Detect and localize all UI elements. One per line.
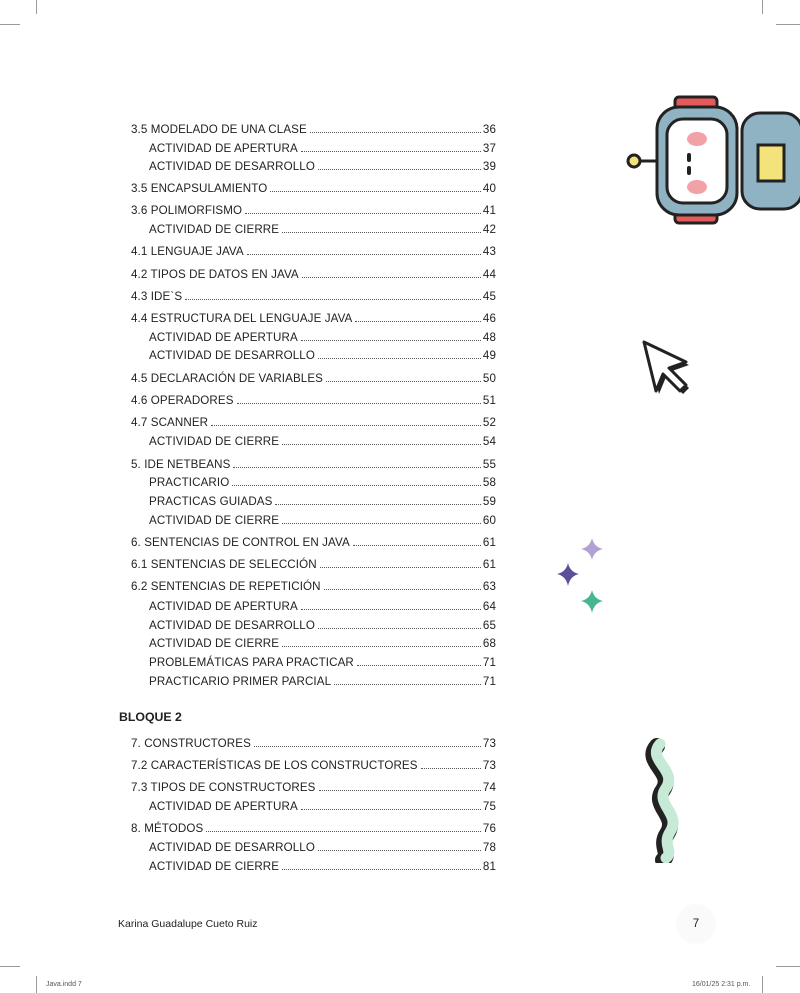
toc-entry [149, 349, 496, 362]
toc-entry [131, 737, 496, 750]
toc-entry-page: 58 [482, 476, 496, 489]
crop-mark [762, 0, 763, 14]
toc-entry-page: 60 [482, 514, 496, 527]
toc-leader-dots [324, 589, 481, 590]
crop-mark [36, 976, 37, 993]
toc-entry-title: 6.1 SENTENCIAS DE SELECCIÓN [131, 558, 317, 571]
toc-entry-page: 65 [482, 619, 496, 632]
toc-leader-dots [282, 444, 481, 445]
toc-leader-dots [310, 132, 481, 133]
toc-entry [149, 495, 496, 508]
toc-entry-title: 4.2 TIPOS DE DATOS EN JAVA [131, 268, 299, 281]
toc-entry-title: ACTIVIDAD DE CIERRE [149, 637, 280, 650]
toc-leader-dots [211, 425, 481, 426]
crop-mark [36, 0, 37, 14]
toc-entry-page: 46 [482, 312, 496, 325]
squiggle-icon [640, 738, 700, 863]
toc-entry [131, 536, 496, 549]
toc-entry-title: ACTIVIDAD DE DESARROLLO [149, 841, 315, 854]
toc-entry-page: 61 [482, 558, 496, 571]
sparkle-dark [557, 563, 579, 586]
toc-entry-page: 78 [482, 841, 496, 854]
sparkle-light [581, 538, 603, 560]
toc-entry-page: 39 [482, 160, 496, 173]
toc-entry [131, 372, 496, 385]
toc-entry-page: 71 [482, 656, 496, 669]
slug-date: 16/01/25 2:31 p.m. [692, 981, 751, 988]
toc-entry-page: 81 [482, 860, 496, 873]
toc-entry-page: 63 [482, 580, 496, 593]
toc-entry-title: ACTIVIDAD DE DESARROLLO [149, 160, 315, 173]
toc-entry-title: ACTIVIDAD DE CIERRE [149, 860, 280, 873]
toc-entry [131, 182, 496, 195]
toc-entry-title: ACTIVIDAD DE CIERRE [149, 223, 280, 236]
toc-entry-page: 51 [482, 394, 496, 407]
crop-mark [0, 24, 20, 25]
toc-leader-dots [318, 358, 481, 359]
sparkle-teal [581, 590, 603, 613]
crop-mark [762, 976, 763, 993]
toc-leader-dots [353, 545, 481, 546]
toc-entry [131, 204, 496, 217]
toc-entry [149, 476, 496, 489]
toc-entry [149, 637, 496, 650]
toc-entry-title: 3.6 POLIMORFISMO [131, 204, 243, 217]
cursor-arrow-icon [636, 336, 696, 396]
toc-entry-page: 42 [482, 223, 496, 236]
toc-leader-dots [270, 191, 481, 192]
footer-author: Karina Guadalupe Cueto Ruiz [118, 918, 258, 930]
toc-entry-title: 3.5 ENCAPSULAMIENTO [131, 182, 268, 195]
toc-entry-title: ACTIVIDAD DE APERTURA [149, 331, 298, 344]
toc-entry-title: 7.3 TIPOS DE CONSTRUCTORES [131, 781, 316, 794]
toc-entry [131, 123, 496, 136]
toc-leader-dots [185, 299, 481, 300]
toc-entry-page: 43 [482, 245, 496, 258]
robot-eye [687, 153, 691, 162]
toc-entry [149, 514, 496, 527]
crop-mark [0, 966, 20, 967]
toc-entry [131, 580, 496, 593]
robot-cheek [687, 180, 707, 194]
toc-entry [149, 223, 496, 236]
toc-leader-dots [302, 277, 481, 278]
toc-entry-title: 7.2 CARACTERÍSTICAS DE LOS CONSTRUCTORES [131, 759, 418, 772]
toc-leader-dots [318, 628, 481, 629]
toc-entry-page: 75 [482, 800, 496, 813]
toc-entry-title: ACTIVIDAD DE CIERRE [149, 514, 280, 527]
crop-mark [776, 966, 800, 967]
toc-entry-title: 4.3 IDE`S [131, 290, 183, 303]
crop-mark [776, 24, 800, 25]
toc-leader-dots [301, 151, 481, 152]
toc-leader-dots [247, 254, 481, 255]
toc-entry-page: 76 [482, 822, 496, 835]
toc-entry-title: ACTIVIDAD DE CIERRE [149, 435, 280, 448]
toc-entry-title: 6.2 SENTENCIAS DE REPETICIÓN [131, 580, 321, 593]
toc-leader-dots [318, 850, 481, 851]
toc-entry-title: PRACTICARIO [149, 476, 230, 489]
toc-entry [131, 759, 496, 772]
toc-entry [149, 435, 496, 448]
toc-entry-title: 7. CONSTRUCTORES [131, 737, 251, 750]
toc-entry [131, 245, 496, 258]
toc-leader-dots [301, 609, 481, 610]
toc-entry-title: 4.6 OPERADORES [131, 394, 234, 407]
toc-entry [131, 822, 496, 835]
robot-icon [620, 95, 800, 235]
toc-entry [149, 142, 496, 155]
toc-entry-page: 41 [482, 204, 496, 217]
toc-entry-title: 4.1 LENGUAJE JAVA [131, 245, 244, 258]
toc-entry [131, 781, 496, 794]
footer-page-number: 7 [676, 904, 716, 944]
toc-entry-page: 61 [482, 536, 496, 549]
toc-entry-page: 36 [482, 123, 496, 136]
toc-entry-page: 40 [482, 182, 496, 195]
toc-entry [149, 619, 496, 632]
toc-entry-title: ACTIVIDAD DE APERTURA [149, 600, 298, 613]
toc-leader-dots [320, 567, 481, 568]
toc-entry-page: 45 [482, 290, 496, 303]
toc-entry-title: 4.7 SCANNER [131, 416, 209, 429]
toc-entry-title: 3.5 MODELADO DE UNA CLASE [131, 123, 307, 136]
toc-entry-page: 64 [482, 600, 496, 613]
toc-entry [131, 312, 496, 325]
toc-entry-title: 5. IDE NETBEANS [131, 458, 231, 471]
toc-entry [149, 800, 496, 813]
toc-leader-dots [282, 869, 481, 870]
toc-entry [131, 268, 496, 281]
robot-antenna [628, 155, 656, 167]
toc-entry [131, 394, 496, 407]
toc-entry-title: ACTIVIDAD DE APERTURA [149, 142, 298, 155]
toc-entry [131, 458, 496, 471]
robot-side-panel [758, 145, 784, 181]
toc-entry [131, 416, 496, 429]
toc-entry-page: 71 [482, 675, 496, 688]
toc-entry-title: ACTIVIDAD DE APERTURA [149, 800, 298, 813]
toc-entry-title: ACTIVIDAD DE DESARROLLO [149, 619, 315, 632]
toc-entry-page: 73 [482, 737, 496, 750]
toc-entry-page: 59 [482, 495, 496, 508]
toc-leader-dots [232, 485, 481, 486]
toc-leader-dots [357, 665, 481, 666]
toc-leader-dots [282, 523, 481, 524]
toc-leader-dots [301, 809, 481, 810]
toc-leader-dots [206, 831, 481, 832]
toc-entry-page: 44 [482, 268, 496, 281]
robot-eye [687, 166, 691, 175]
toc-leader-dots [237, 403, 481, 404]
sparkles-icon [553, 535, 613, 617]
toc-entry-title: 8. MÉTODOS [131, 822, 204, 835]
toc-leader-dots [282, 232, 481, 233]
toc-entry-title: PRACTICAS GUIADAS [149, 495, 273, 508]
toc-leader-dots [355, 321, 481, 322]
toc-leader-dots [301, 340, 481, 341]
toc-leader-dots [421, 768, 481, 769]
toc-leader-dots [245, 213, 481, 214]
toc-entry [149, 841, 496, 854]
toc-entry-title: PRACTICARIO PRIMER PARCIAL [149, 675, 332, 688]
toc-entry [149, 331, 496, 344]
toc-entry [149, 860, 496, 873]
toc-entry-page: 49 [482, 349, 496, 362]
toc-leader-dots [282, 646, 481, 647]
toc-leader-dots [319, 790, 481, 791]
toc-leader-dots [334, 684, 481, 685]
toc-entry-title: 4.4 ESTRUCTURA DEL LENGUAJE JAVA [131, 312, 353, 325]
toc-entry [149, 600, 496, 613]
toc-entry [149, 656, 496, 669]
toc-entry-title: PROBLEMÁTICAS PARA PRACTICAR [149, 656, 354, 669]
toc-entry-page: 37 [482, 142, 496, 155]
toc-entry-page: 52 [482, 416, 496, 429]
toc-entry-page: 55 [482, 458, 496, 471]
slug-file: Java.indd 7 [46, 981, 82, 988]
toc-entry [131, 558, 496, 571]
block-2-title: BLOQUE 2 [119, 710, 182, 724]
toc-leader-dots [318, 169, 481, 170]
toc-entry-page: 74 [482, 781, 496, 794]
toc-entry [149, 675, 496, 688]
toc-leader-dots [326, 381, 481, 382]
toc-entry-title: 4.5 DECLARACIÓN DE VARIABLES [131, 372, 324, 385]
robot-cheek [687, 132, 707, 146]
toc-entry-page: 68 [482, 637, 496, 650]
toc-leader-dots [275, 504, 480, 505]
toc-leader-dots [254, 746, 481, 747]
toc-entry-page: 50 [482, 372, 496, 385]
toc-entry-page: 54 [482, 435, 496, 448]
toc-entry-title: 6. SENTENCIAS DE CONTROL EN JAVA [131, 536, 350, 549]
toc-entry-title: ACTIVIDAD DE DESARROLLO [149, 349, 315, 362]
toc-leader-dots [233, 467, 480, 468]
toc-entry-page: 73 [482, 759, 496, 772]
toc-entry [149, 160, 496, 173]
toc-entry-page: 48 [482, 331, 496, 344]
toc-entry [131, 290, 496, 303]
